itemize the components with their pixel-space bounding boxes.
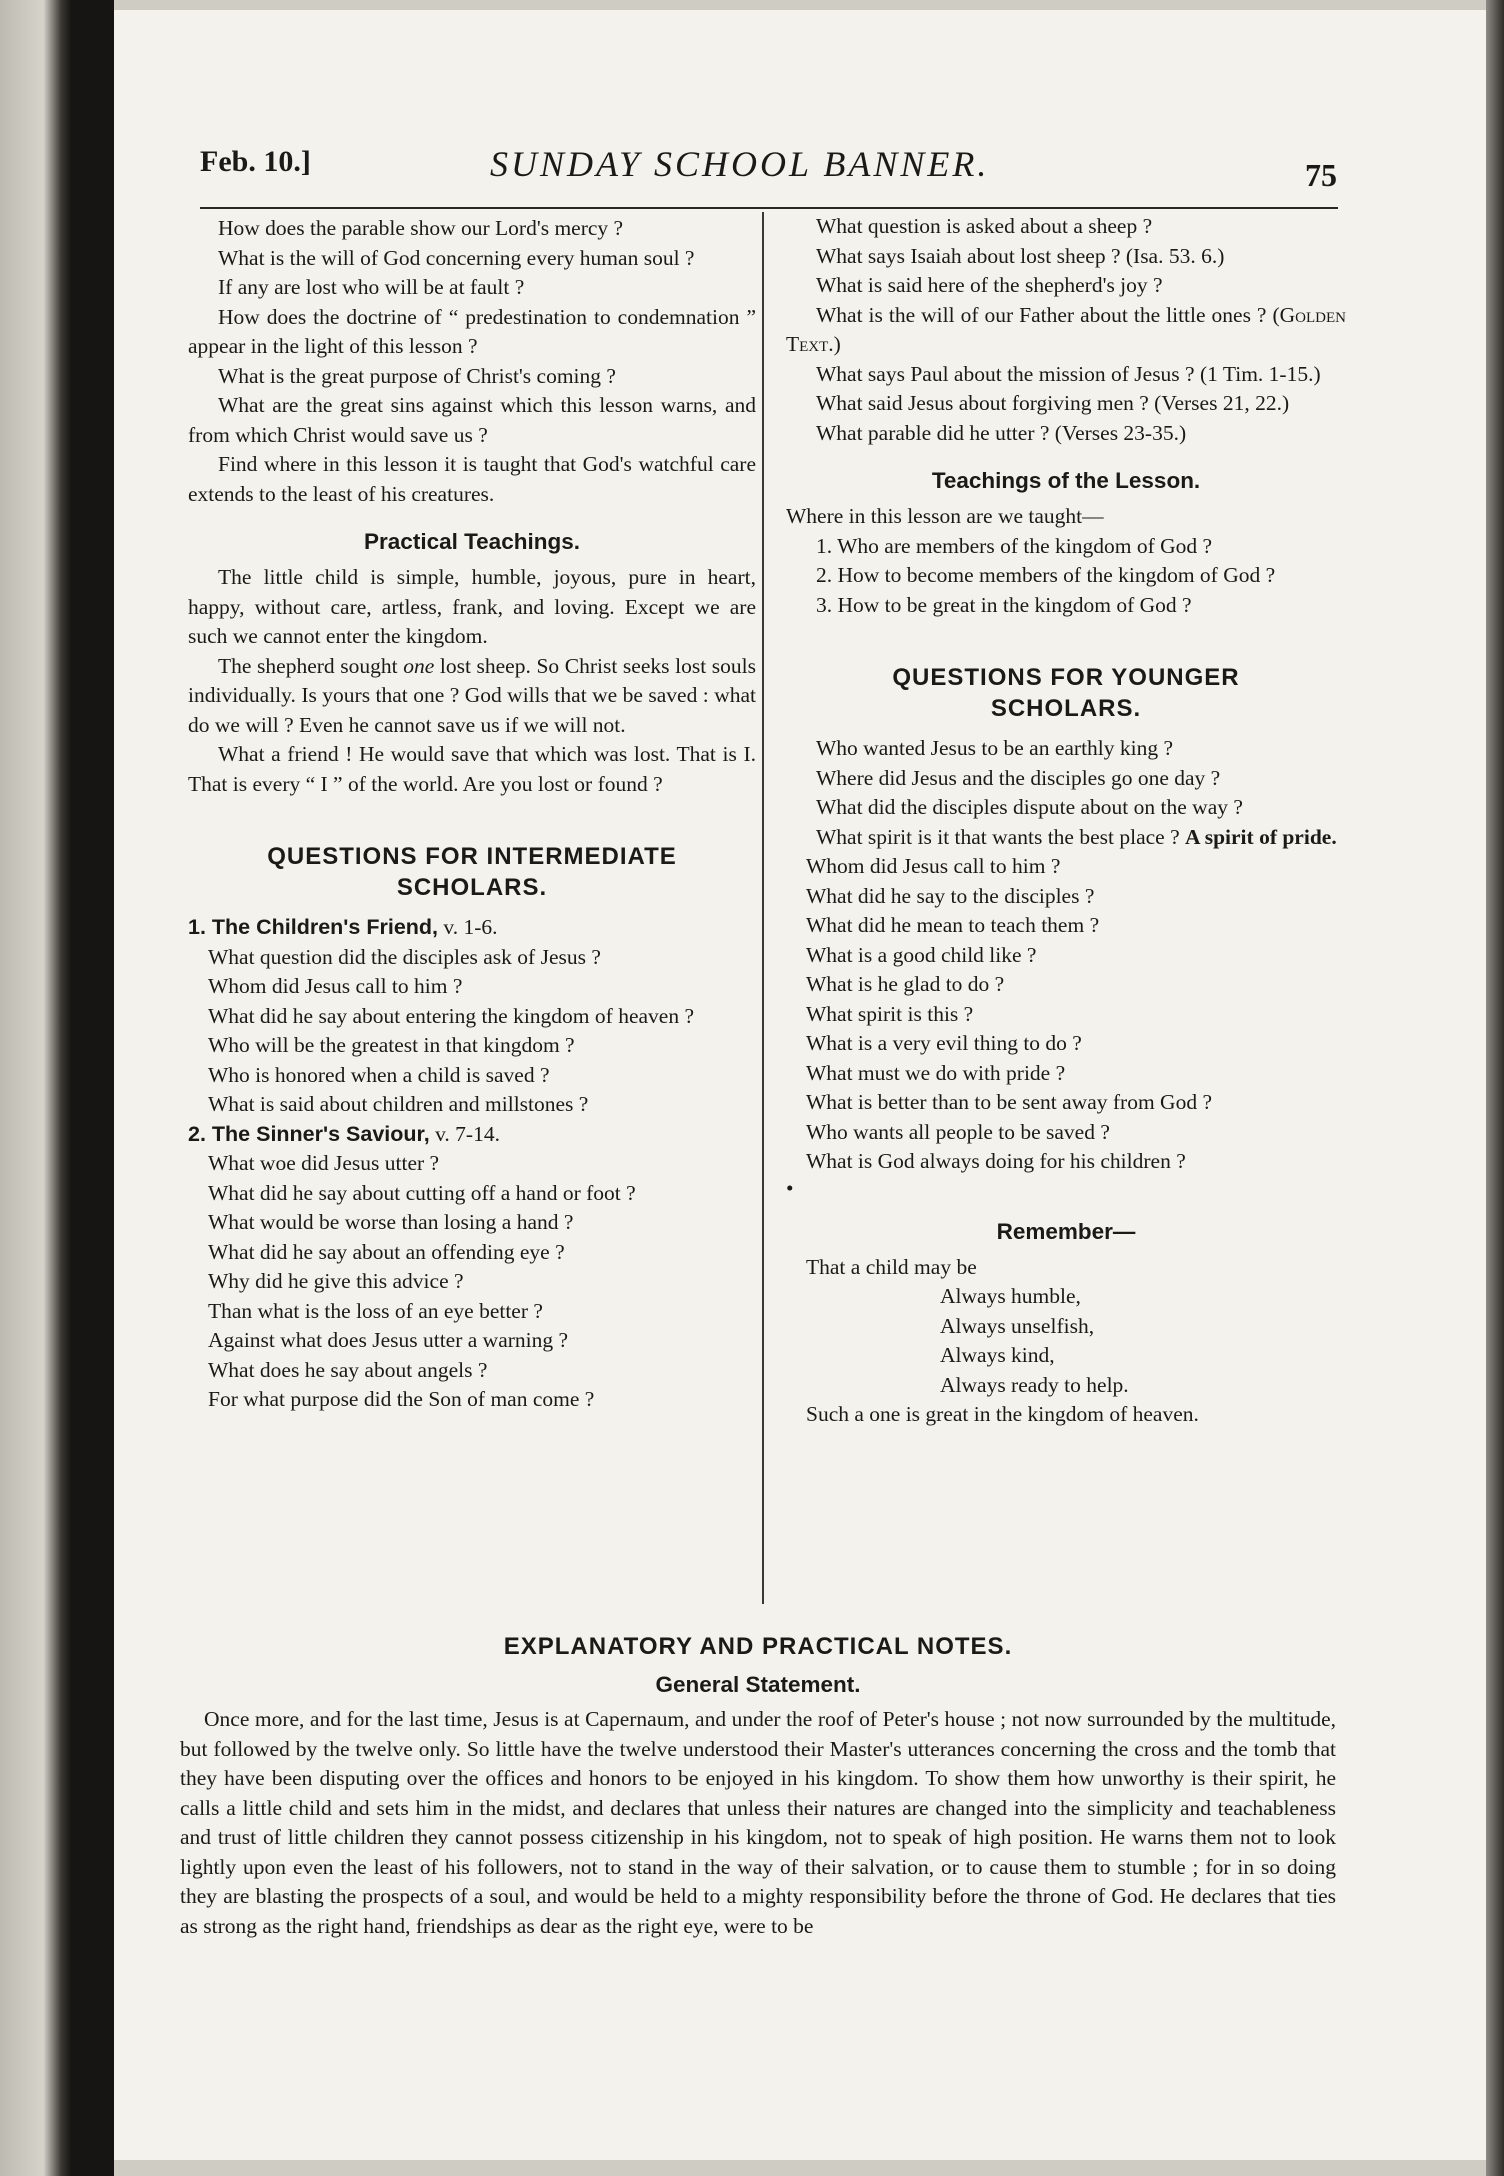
emphasis: one [403,653,435,678]
question [786,301,1346,360]
question: What are the great sins against which this lesson warns, and from which Christ would save us ? [188,393,756,447]
heading-line: QUESTIONS FOR INTERMEDIATE [267,843,677,870]
question: Who will be the greatest in that kingdom ? [208,1033,575,1057]
list-item: 1. Who are members of the kingdom of God ? [816,533,1213,558]
paragraph: What a friend ! He would save that which was lost. That is I. That is every “ I ” of the world. Are you lost or found ? [188,742,756,796]
notes-subtitle: General Statement. [655,1671,861,1697]
teachings-intro: Where in this lesson are we taught— [786,504,1104,528]
question: What said Jesus about forgiving men ? (Verses 21, 22.) [816,391,1290,415]
question: What is better than to be sent away from God ? [806,1090,1212,1114]
poem-line: Always unselfish, [940,1313,1095,1338]
poem-line: Always kind, [940,1343,1055,1367]
question: How does the doctrine of “ predestination to condemnation ” appear in the light of this lesson ? [188,304,756,358]
question: Who wants all people to be saved ? [806,1119,1110,1144]
question-text: What is the will of our Father about the little ones ? ( [816,302,1280,327]
header-rule [200,207,1338,209]
heading-line: QUESTIONS FOR YOUNGER [892,664,1240,691]
question: What is the will of God concerning every human soul ? [218,245,695,270]
verse-ref: v. 1-6. [438,915,498,939]
heading-line: SCHOLARS. [396,874,548,901]
question: What parable did he utter ? (Verses 23-35.) [816,420,1187,445]
question: What is a very evil thing to do ? [806,1031,1082,1055]
question: Who is honored when a child is saved ? [208,1062,550,1087]
question: If any are lost who will be at fault ? [218,275,525,299]
practical-teachings-heading: Practical Teachings. [364,529,580,554]
question: For what purpose did the Son of man come ? [208,1387,595,1411]
question: Find where in this lesson it is taught that God's watchful care extends to the least of his creatures. [188,452,756,506]
paragraph [188,652,756,741]
question: What is he glad to do ? [806,972,1005,996]
subsection-title [188,913,756,943]
question: What is said here of the shepherd's joy ? [816,273,1163,297]
younger-heading [786,662,1346,724]
question: How does the parable show our Lord's mercy ? [218,216,624,240]
header-date: Feb. 10.] [200,145,311,178]
question: What did he say about cutting off a hand or foot ? [208,1180,636,1205]
question: What would be worse than losing a hand ? [208,1210,574,1234]
question: What must we do with pride ? [806,1060,1066,1085]
golden-text-label: Golden Text. [786,302,1346,356]
remember-heading: Remember— [996,1218,1136,1244]
question-text: What spirit is it that wants the best place ? [816,824,1185,849]
question: What did he say about an offending eye ? [208,1239,565,1264]
book-spine [72,0,114,2176]
list-item: 2. How to become members of the kingdom of God ? [816,563,1276,587]
question: What is a good child like ? [806,942,1037,967]
subsection-title [188,1120,756,1150]
poem-conclusion: Such a one is great in the kingdom of heaven. [806,1402,1199,1426]
question: What says Paul about the mission of Jesus ? (1 Tim. 1-15.) [816,361,1321,386]
poem-intro: That a child may be [806,1254,977,1279]
header-title: SUNDAY SCHOOL BANNER. [490,144,990,184]
paragraph: The little child is simple, humble, joyous, pure in heart, happy, without care, artless, frank, and loving. Except we are such we cannot enter the kingdom. [188,565,756,648]
question: Who wanted Jesus to be an earthly king ? [816,736,1174,760]
left-column [188,214,756,1415]
running-header [200,145,1350,209]
question-text: ) [833,332,841,356]
question: Than what is the loss of an eye better ? [208,1298,543,1323]
question: What spirit is this ? [806,1001,974,1026]
subsection-name: 2. The Sinner's Saviour, [188,1121,430,1146]
question: What does he say about angels ? [208,1357,488,1382]
question: What says Isaiah about lost sheep ? (Isa. 53. 6.) [816,243,1225,268]
question: What did he say about entering the kingdom of heaven ? [208,1003,694,1028]
scan-edge [1486,0,1504,2176]
explanatory-notes [180,1632,1336,1941]
question: Where did Jesus and the disciples go one day ? [816,765,1221,790]
question: What is God always doing for his children ? [806,1149,1186,1173]
scan-margin [0,0,72,2176]
poem-line: Always ready to help. [940,1372,1129,1397]
paragraph-text: lost sheep. So Christ seeks lost souls individually. Is yours that one ? God wills that we be saved : what do we will ? Even he cannot save us if we will not. [188,653,756,737]
notes-title: EXPLANATORY AND PRACTICAL NOTES. [503,1633,1013,1660]
question: What woe did Jesus utter ? [208,1151,440,1175]
heading-line: SCHOLARS. [990,695,1142,722]
answer-text: A spirit of pride. [1185,824,1337,849]
poem-line: Always humble, [940,1284,1081,1308]
column-divider [762,212,764,1604]
question: What is said about children and millstones ? [208,1092,589,1116]
question: Against what does Jesus utter a warning ? [208,1328,569,1352]
intermediate-heading [188,841,756,903]
question: What did he mean to teach them ? [806,913,1100,937]
ornament-dot: • [786,1175,794,1200]
question: Why did he give this advice ? [208,1269,464,1293]
teachings-heading: Teachings of the Lesson. [931,468,1201,493]
question: What question did the disciples ask of Jesus ? [208,944,601,969]
verse-ref: v. 7-14. [429,1121,500,1146]
list-item: 3. How to be great in the kingdom of God ? [816,592,1192,617]
question [786,823,1346,853]
paragraph-text: The shepherd sought [218,653,404,678]
question: What is the great purpose of Christ's coming ? [218,363,616,388]
question: Whom did Jesus call to him ? [806,854,1061,878]
question: What did he say to the disciples ? [806,883,1095,908]
page-number: 75 [1305,157,1337,193]
question: Whom did Jesus call to him ? [208,974,463,998]
subsection-name: 1. The Children's Friend, [188,915,439,939]
right-column [786,212,1346,1430]
question: What did the disciples dispute about on the way ? [816,795,1243,819]
notes-body: Once more, and for the last time, Jesus is at Capernaum, and under the roof of Peter's house ; not now surrounded by the multitude, but followed by the twelve only. So little have the twelve understood their Master's utterances concerning the cross and the tomb that they have been disputing over the offices and honors to be enjoyed in his kingdom. To show them how unworthy is their spirit, he calls a little child and sets him in the midst, and declares that unless their natures are changed into the simplicity and teachableness and trust of little children they cannot possess citizenship in his kingdom, not to speak of high position. He warns them not to look lightly upon even the least of his followers, not to stand in the way of their salvation, or to cause them to stumble ; for in so doing they are blasting the prospects of a soul, and would be held to a mighty responsibility before the throne of God. He declares that ties as strong as the right hand, friendships as dear as the right eye, were to be [180,1707,1336,1938]
question: What question is asked about a sheep ? [816,214,1153,238]
